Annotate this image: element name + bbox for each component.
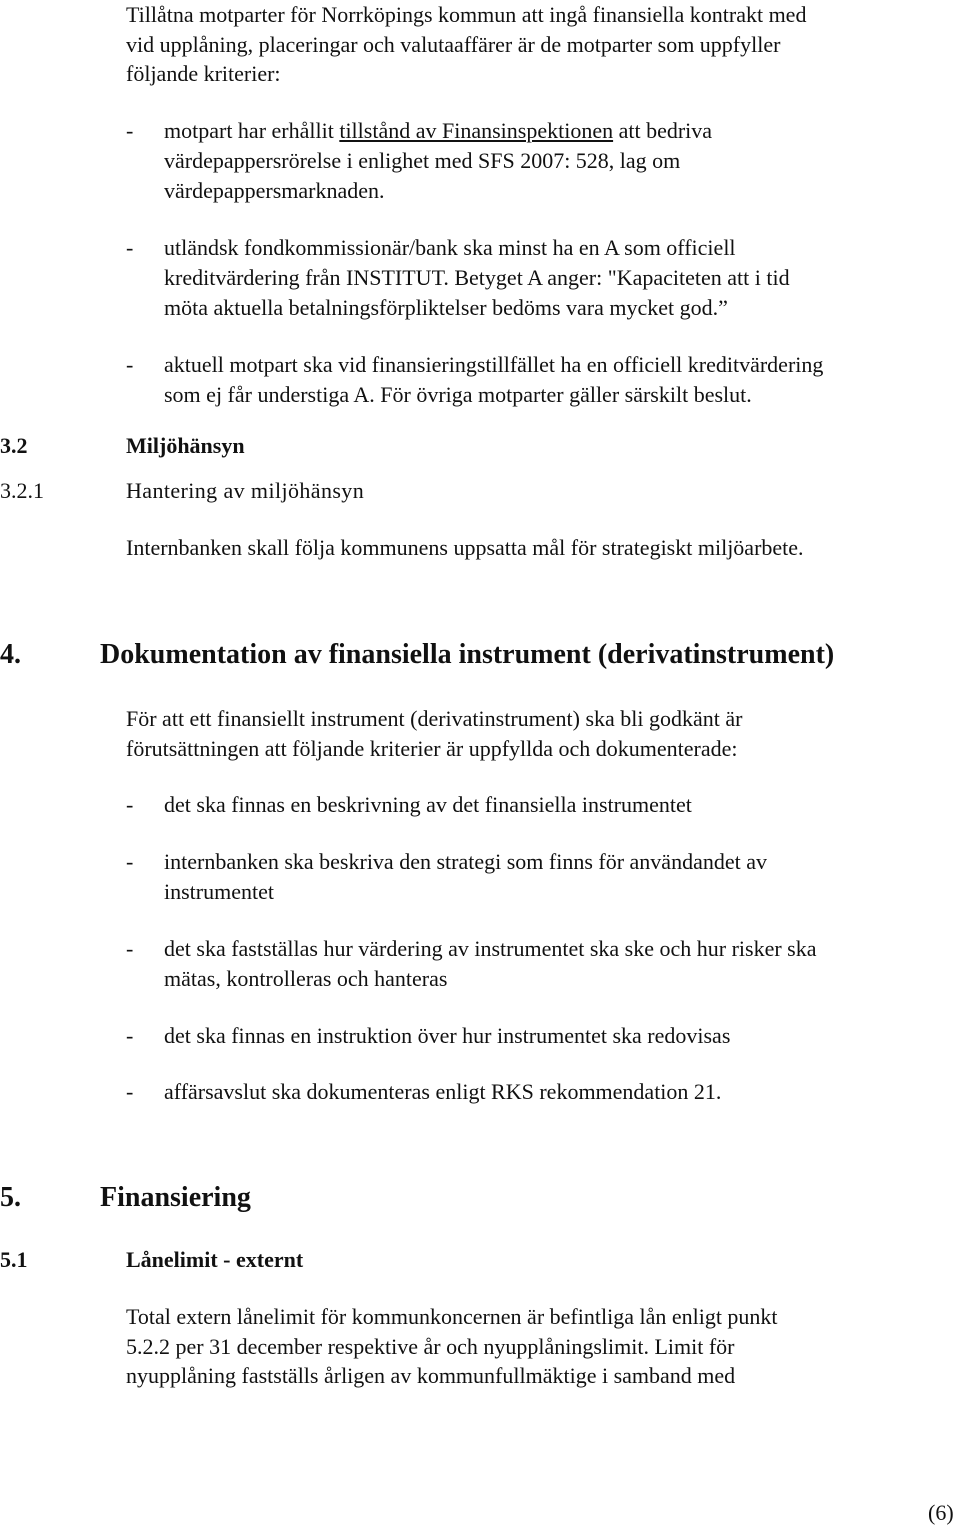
bullet-line: värdepappersrörelse i enlighet med SFS 2007: 528, lag om xyxy=(164,148,681,173)
underlined-text: tillstånd av Finansinspektionen xyxy=(339,118,614,143)
bullet-line: det ska finnas en beskrivning av det finansiella instrumentet xyxy=(164,792,692,817)
paragraph-line: förutsättningen att följande kriterier är uppfyllda och dokumenterade: xyxy=(126,736,738,761)
bullet-line: internbanken ska beskriva den strategi som finns för användandet av xyxy=(164,849,767,874)
bullet-line: instrumentet xyxy=(164,879,274,904)
bullet-line: som ej får understiga A. För övriga motparter gäller särskilt beslut. xyxy=(164,382,752,407)
bullet-line: affärsavslut ska dokumenteras enligt RKS rekommendation 21. xyxy=(164,1079,722,1104)
subsection-title: Hantering av miljöhänsyn xyxy=(126,478,365,503)
bullet-dash: - xyxy=(126,352,134,377)
bullet-dash: - xyxy=(126,235,134,260)
bullet-line xyxy=(164,116,712,146)
section-number: 3.2 xyxy=(0,433,28,458)
bullet-dash: - xyxy=(126,118,134,143)
bullet-line: värdepappersmarknaden. xyxy=(164,178,385,203)
bullet-line: det ska finnas en instruktion över hur instrumentet ska redovisas xyxy=(164,1023,731,1048)
section-title: Dokumentation av finansiella instrument (derivatinstrument) xyxy=(100,639,835,670)
bullet-text: att bedriva xyxy=(613,118,713,143)
section-title: Finansiering xyxy=(100,1182,251,1213)
bullet-dash: - xyxy=(126,849,134,874)
paragraph: Internbanken skall följa kommunens uppsatta mål för strategiskt miljöarbete. xyxy=(126,535,804,560)
section-title: Miljöhänsyn xyxy=(126,433,245,458)
subsection-title: Lånelimit - externt xyxy=(126,1247,304,1272)
bullet-line: aktuell motpart ska vid finansieringstillfället ha en officiell kreditvärdering xyxy=(164,352,824,377)
section-number: 4. xyxy=(0,639,21,670)
intro-line: Tillåtna motparter för Norrköpings kommun att ingå finansiella kontrakt med xyxy=(126,2,807,27)
paragraph-line: För att ett finansiellt instrument (derivatinstrument) ska bli godkänt är xyxy=(126,706,743,731)
paragraph-line: nyupplåning fastställs årligen av kommunfullmäktige i samband med xyxy=(126,1363,736,1388)
section-number: 5. xyxy=(0,1182,21,1213)
intro-line: följande kriterier: xyxy=(126,61,281,86)
paragraph-line: Total extern lånelimit för kommunkoncernen är befintliga lån enligt punkt xyxy=(126,1304,778,1329)
subsection-number: 5.1 xyxy=(0,1247,28,1272)
bullet-line: det ska fastställas hur värdering av instrumentet ska ske och hur risker ska xyxy=(164,936,817,961)
bullet-line: mätas, kontrolleras och hanteras xyxy=(164,966,448,991)
bullet-dash: - xyxy=(126,1079,134,1104)
bullet-line: kreditvärdering från INSTITUT. Betyget A anger: "Kapaciteten att i tid xyxy=(164,265,790,290)
bullet-text: motpart har erhållit xyxy=(164,118,340,143)
subsection-number: 3.2.1 xyxy=(0,478,44,503)
bullet-dash: - xyxy=(126,1023,134,1048)
page-number: (6) xyxy=(928,1500,954,1525)
bullet-dash: - xyxy=(126,792,134,817)
bullet-dash: - xyxy=(126,936,134,961)
paragraph-line: 5.2.2 per 31 december respektive år och nyupplåningslimit. Limit för xyxy=(126,1334,735,1359)
intro-line: vid upplåning, placeringar och valutaaffärer är de motparter som uppfyller xyxy=(126,32,781,57)
bullet-line: utländsk fondkommissionär/bank ska minst ha en A som officiell xyxy=(164,235,736,260)
bullet-line: möta aktuella betalningsförpliktelser bedöms vara mycket god.” xyxy=(164,295,728,320)
